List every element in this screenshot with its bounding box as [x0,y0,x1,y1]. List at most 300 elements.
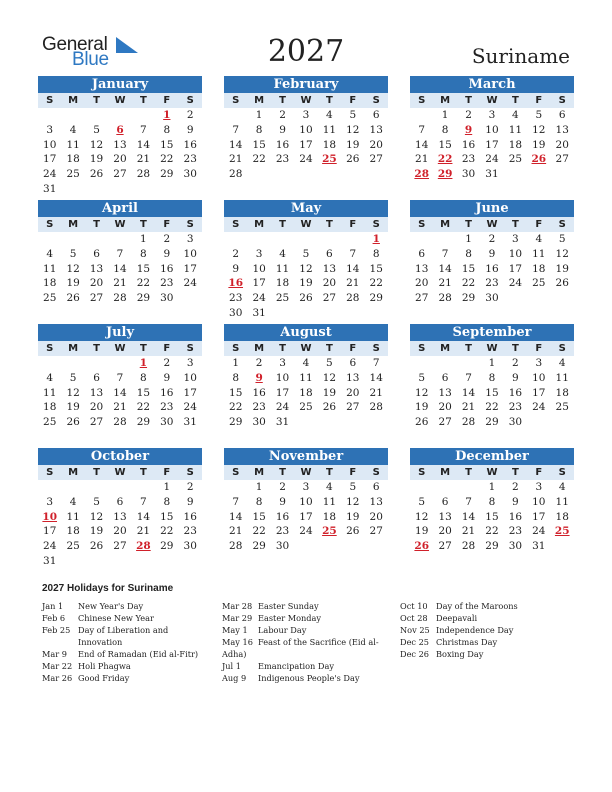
day-cell: 29 [229,416,243,429]
day-cell: 4 [302,357,310,369]
day-cell: 29 [461,292,476,305]
day-cell: 18 [322,138,337,151]
day-cell: 16 [508,510,523,523]
weekday-label: W [486,219,498,230]
day-cell: 11 [555,495,569,508]
weekday-label: F [163,95,171,106]
day-cell: 28 [136,168,151,181]
day-cell: 14 [136,138,151,151]
weekday-header [224,465,388,480]
day-cell: 19 [66,401,80,414]
month-title: September [410,324,574,341]
day-cell: 18 [43,277,57,290]
day-cell: 11 [43,262,57,275]
day-cell: 12 [89,510,104,523]
day-cell: 12 [346,123,360,136]
weekday-label: W [300,219,312,230]
weekday-label: S [372,95,380,106]
empty-cell [108,232,131,247]
day-cell: 1 [441,109,449,121]
weekday-label: T [139,343,147,354]
month-title: January [38,76,202,93]
logo-text-blue: Blue [72,49,109,70]
weekday-label: T [465,219,472,230]
day-cell: 22 [369,277,383,290]
day-cell: 23 [160,277,174,290]
day-cell: 26 [66,292,80,305]
day-cell: 15 [136,386,151,399]
weekday-header [38,465,202,480]
day-cell: 15 [252,510,266,523]
holiday-day: 28 [136,540,151,553]
weekday-label: M [68,343,79,354]
weekday-label: T [279,467,286,478]
day-cell: 23 [461,153,476,166]
holiday-entry [222,660,382,672]
weekday-label: F [535,343,543,354]
holiday-entry [400,612,580,624]
holiday-date: May 16 [222,637,253,647]
day-cell: 7 [116,371,124,384]
day-cell: 14 [461,386,476,399]
day-cell: 3 [186,233,194,245]
holiday-date: Mar 29 [222,613,253,623]
holiday-date: Aug 9 [222,673,247,683]
day-cell: 14 [229,510,243,523]
holiday-day: 9 [464,123,473,136]
holiday-entry [42,672,212,684]
day-cell: 21 [438,277,452,290]
holiday-name: Day of the Maroons [436,601,518,611]
month-title: May [224,200,388,217]
day-cell: 16 [461,138,476,151]
weekday-label: S [46,219,54,230]
weekday-label: T [325,343,333,354]
day-cell: 2 [465,109,472,121]
day-cell: 21 [229,525,243,538]
day-cell: 10 [485,123,499,136]
day-cell: 22 [485,401,499,414]
holiday-name: Emancipation Day [258,661,335,671]
empty-cell [433,480,456,495]
day-cell: 28 [346,292,360,305]
weekday-label: S [46,343,54,354]
day-cell: 17 [252,277,266,290]
day-cell: 6 [93,247,100,260]
weekday-label: F [163,219,171,230]
day-cell: 3 [488,109,496,121]
weekday-header [224,341,388,356]
day-cell: 12 [322,371,337,384]
empty-cell [410,108,433,123]
day-cell: 8 [441,123,449,136]
day-cell: 14 [346,262,360,275]
day-cell: 13 [89,386,104,399]
holiday-name: Deepavali [436,613,478,623]
day-cell: 22 [485,525,499,538]
day-cell: 11 [299,371,313,384]
day-cell: 7 [140,495,147,508]
holiday-day: 9 [255,371,263,384]
day-cell: 23 [252,401,266,414]
day-cell: 13 [322,262,337,275]
day-cell: 12 [415,386,429,399]
month-september [410,324,574,430]
day-cell: 8 [140,371,147,384]
day-cell: 26 [66,416,80,429]
day-cell: 15 [369,262,383,275]
month-may [224,200,388,321]
day-grid [224,108,388,182]
day-cell: 4 [69,123,77,136]
day-cell: 18 [322,510,337,523]
day-grid [224,480,388,554]
weekday-label: M [440,467,451,478]
day-cell: 24 [183,277,197,290]
weekday-label: S [372,219,380,230]
day-cell: 11 [322,495,337,508]
empty-cell [61,108,84,123]
day-cell: 14 [461,510,476,523]
day-cell: 28 [113,292,127,305]
day-cell: 17 [532,510,546,523]
empty-cell [132,480,155,495]
day-grid [38,232,202,306]
day-cell: 22 [136,277,151,290]
day-cell: 30 [252,416,266,429]
day-cell: 31 [275,416,290,429]
day-cell: 4 [558,357,566,369]
month-june [410,200,574,306]
holiday-date: Dec 25 [400,637,430,647]
empty-cell [318,232,341,247]
day-cell: 21 [415,153,429,166]
day-cell: 15 [485,386,499,399]
day-cell: 26 [89,540,104,553]
day-cell: 4 [326,109,333,121]
day-cell: 8 [140,247,147,260]
weekday-label: T [325,219,333,230]
day-cell: 5 [349,481,357,493]
day-cell: 20 [113,525,127,538]
weekday-label: S [232,219,240,230]
day-cell: 24 [532,401,546,414]
day-cell: 10 [508,247,523,260]
day-cell: 21 [229,153,243,166]
weekday-label: T [139,467,147,478]
holiday-name: Adha) [222,649,247,659]
day-cell: 5 [69,247,77,260]
day-cell: 21 [136,153,151,166]
day-cell: 17 [275,386,290,399]
weekday-label: S [46,467,54,478]
weekday-label: M [440,219,451,230]
day-grid [38,356,202,430]
day-cell: 27 [438,416,452,429]
day-cell: 4 [558,481,566,493]
day-cell: 17 [299,510,313,523]
day-cell: 8 [465,247,472,260]
day-cell: 3 [279,357,286,369]
day-cell: 5 [326,357,333,369]
holiday-entry [222,624,382,636]
weekday-label: S [186,95,194,106]
holiday-entry [400,624,580,636]
day-cell: 5 [302,247,310,260]
empty-cell [108,356,131,371]
day-cell: 4 [46,371,54,384]
weekday-label: W [114,95,126,106]
weekday-header [224,93,388,108]
day-cell: 30 [275,540,290,553]
weekday-label: T [511,467,519,478]
day-cell: 3 [535,481,543,493]
day-cell: 24 [485,153,499,166]
day-cell: 13 [89,262,104,275]
weekday-label: S [418,219,426,230]
holiday-day: 25 [322,525,337,538]
month-november [224,448,388,554]
empty-cell [410,480,433,495]
holiday-date: Oct 10 [400,601,428,611]
holiday-date: Nov 25 [400,625,430,635]
day-cell: 7 [372,357,380,369]
weekday-label: M [68,95,79,106]
holiday-name: Indigenous People's Day [258,673,360,683]
day-cell: 1 [255,109,263,121]
weekday-label: F [163,467,171,478]
empty-cell [38,232,61,247]
day-cell: 26 [89,168,104,181]
day-cell: 23 [183,525,197,538]
empty-cell [108,108,131,123]
empty-cell [294,232,317,247]
day-cell: 2 [488,233,496,245]
day-cell: 21 [461,525,476,538]
weekday-header [410,341,574,356]
weekday-label: S [418,343,426,354]
holiday-day: 6 [116,123,124,136]
day-cell: 31 [43,554,57,567]
day-cell: 27 [369,525,383,538]
month-october [38,448,202,569]
day-cell: 29 [160,540,174,553]
empty-cell [61,232,84,247]
weekday-label: S [232,343,240,354]
month-title: November [224,448,388,465]
day-cell: 5 [418,371,426,384]
day-cell: 29 [136,292,151,305]
day-cell: 26 [299,292,313,305]
day-cell: 9 [279,123,286,136]
holiday-day: 28 [414,168,430,181]
day-cell: 27 [89,292,104,305]
weekday-label: T [93,467,100,478]
weekday-label: S [232,95,240,106]
holiday-entry [222,600,382,612]
weekday-label: T [279,95,286,106]
day-cell: 20 [555,138,569,151]
day-cell: 29 [136,416,151,429]
empty-cell [433,356,456,371]
day-cell: 8 [232,371,240,384]
day-cell: 6 [372,481,380,493]
day-cell: 20 [369,138,383,151]
day-cell: 2 [279,481,286,493]
empty-cell [85,356,108,371]
day-cell: 5 [535,109,543,121]
day-grid [224,356,388,430]
day-cell: 14 [369,371,383,384]
weekday-label: W [114,343,126,354]
holiday-entry [42,612,212,624]
day-cell: 5 [558,233,566,245]
holiday-date: Dec 26 [400,649,430,659]
day-cell: 6 [93,371,100,384]
empty-cell [85,480,108,495]
day-cell: 18 [66,153,80,166]
day-cell: 1 [140,233,147,245]
day-cell: 9 [232,262,240,275]
day-cell: 19 [415,401,429,414]
holiday-day: 16 [228,277,244,290]
empty-cell [108,480,131,495]
weekday-label: S [232,467,240,478]
day-cell: 27 [555,153,569,166]
weekday-header [410,217,574,232]
day-cell: 11 [66,138,80,151]
day-cell: 8 [163,123,171,136]
day-cell: 20 [415,277,429,290]
day-cell: 7 [465,371,472,384]
day-cell: 30 [160,416,174,429]
day-cell: 3 [302,481,310,493]
day-cell: 5 [349,109,357,121]
empty-cell [271,232,294,247]
day-cell: 25 [66,540,80,553]
weekday-label: M [68,219,79,230]
day-cell: 19 [299,277,313,290]
holiday-name: Easter Sunday [258,601,319,611]
day-cell: 12 [89,138,104,151]
day-cell: 30 [160,292,174,305]
day-cell: 13 [555,123,569,136]
weekday-label: S [418,95,426,106]
day-cell: 15 [461,262,476,275]
empty-cell [457,356,480,371]
weekday-label: M [440,95,451,106]
day-cell: 17 [532,386,546,399]
day-cell: 29 [485,416,499,429]
month-title: August [224,324,388,341]
day-cell: 11 [275,262,290,275]
day-cell: 1 [488,357,496,369]
day-cell: 12 [66,386,80,399]
day-cell: 24 [299,153,313,166]
empty-cell [224,232,247,247]
weekday-label: T [93,219,100,230]
day-cell: 19 [532,138,546,151]
day-cell: 22 [252,525,266,538]
day-cell: 2 [163,357,171,369]
holiday-name: Feast of the Sacrifice (Eid al- [258,637,379,647]
day-cell: 24 [532,525,546,538]
holiday-day: 10 [42,510,58,523]
day-cell: 11 [322,123,337,136]
day-cell: 5 [418,495,426,508]
day-cell: 5 [93,495,100,508]
holiday-date: Mar 28 [222,601,253,611]
day-cell: 19 [89,525,104,538]
holiday-entry [42,600,212,612]
weekday-label: S [186,467,194,478]
holiday-day: 1 [372,233,380,245]
day-cell: 13 [113,138,127,151]
weekday-header [224,217,388,232]
day-cell: 22 [461,277,476,290]
day-cell: 1 [163,481,171,493]
weekday-header [38,341,202,356]
day-cell: 31 [532,540,546,553]
day-cell: 19 [555,262,569,275]
holiday-date: Feb 25 [42,625,71,635]
day-cell: 10 [252,262,266,275]
empty-cell [410,356,433,371]
day-cell: 26 [415,416,429,429]
day-cell: 21 [461,401,476,414]
month-march [410,76,574,182]
day-cell: 25 [275,292,290,305]
day-cell: 17 [508,262,523,275]
day-cell: 30 [485,292,499,305]
day-cell: 13 [415,262,429,275]
day-cell: 28 [369,401,383,414]
day-cell: 19 [346,510,360,523]
holiday-name: New Year's Day [78,601,144,611]
day-cell: 13 [346,371,360,384]
holiday-entry [400,636,580,648]
holiday-entry [222,636,382,648]
weekday-label: T [511,219,519,230]
day-cell: 6 [441,495,449,508]
day-cell: 27 [89,416,104,429]
day-cell: 20 [322,277,337,290]
holiday-day: 29 [437,168,453,181]
day-cell: 29 [369,292,383,305]
day-cell: 18 [275,277,290,290]
empty-cell [38,108,61,123]
day-cell: 19 [346,138,360,151]
day-cell: 6 [326,247,333,260]
day-cell: 6 [441,371,449,384]
day-cell: 22 [252,153,266,166]
day-cell: 15 [485,510,499,523]
day-cell: 16 [252,386,266,399]
weekday-label: T [511,343,519,354]
day-cell: 7 [232,123,240,136]
day-cell: 21 [136,525,151,538]
day-cell: 16 [160,262,174,275]
day-cell: 25 [43,292,57,305]
day-cell: 11 [43,386,57,399]
empty-cell [38,480,61,495]
day-cell: 6 [116,495,124,508]
day-cell: 3 [186,357,194,369]
month-title: October [38,448,202,465]
day-cell: 9 [512,371,519,384]
weekday-label: T [93,343,100,354]
weekday-header [410,465,574,480]
